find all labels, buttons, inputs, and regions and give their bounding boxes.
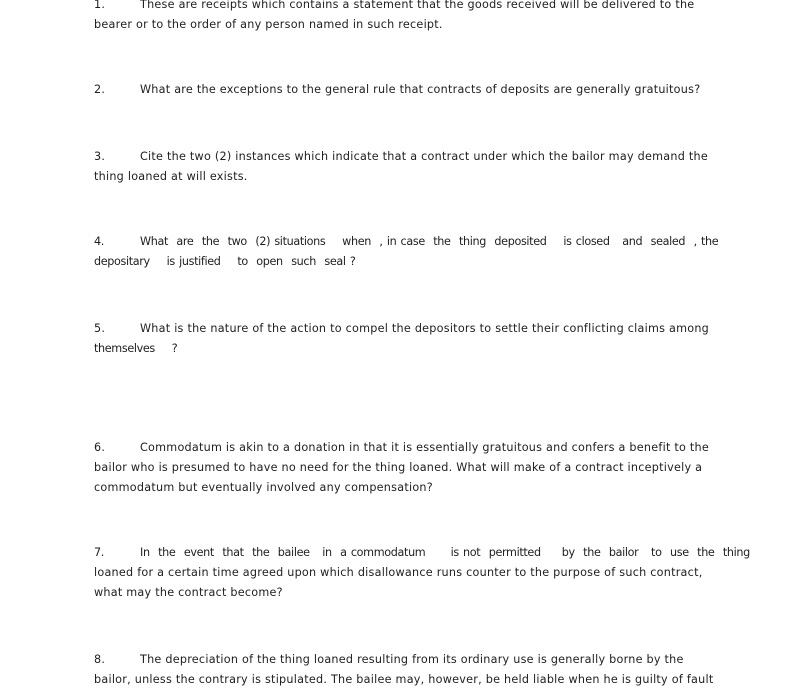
question-1 [94,0,714,35]
question-text-line: bailor, unless the contrary is stipulated. The bailee may, however, be held liable when he is guilty of fault [94,673,714,686]
question-2 [94,80,714,100]
question-text-line: depositary is justified to open such seal ? [94,255,356,268]
question-number: 2. [94,83,106,96]
question-text-line: commodatum but eventually involved any compensation? [94,481,433,494]
question-number: 1. [94,0,106,11]
question-number: 5. [94,322,106,335]
question-text-line: In the event that the bailee in a commodatum is not permitted by the bailor to use the thing [140,546,750,559]
question-6 [94,438,714,498]
question-text-line: What are the exceptions to the general rule that contracts of deposits are generally gratuitous? [140,83,701,96]
question-text-line: The depreciation of the thing loaned resulting from its ordinary use is generally borne by the [140,653,684,666]
question-text-line: What is the nature of the action to compel the depositors to settle their conflicting claims among [140,322,710,335]
question-text-line: thing loaned at will exists. [94,170,248,183]
question-text-line: loaned for a certain time agreed upon which disallowance runs counter to the purpose of such contract, [94,566,703,579]
question-text-line: what may the contract become? [94,586,283,599]
question-text-line: bailor who is presumed to have no need for the thing loaned. What will make of a contract inceptively a [94,461,703,474]
question-8 [94,650,714,690]
question-number: 7. [94,546,104,559]
question-number: 6. [94,441,106,454]
question-4 [94,232,719,272]
question-text-line: bearer or to the order of any person named in such receipt. [94,18,443,31]
question-5 [94,319,714,359]
question-7 [94,543,750,603]
question-text-line: Commodatum is akin to a donation in that it is essentially gratuitous and confers a benefit to the [140,441,710,454]
question-text-line: themselves ? [94,342,178,355]
question-number: 8. [94,653,106,666]
question-text-line: Cite the two (2) instances which indicate that a contract under which the bailor may demand the [140,150,708,163]
question-number: 4. [94,235,104,248]
question-text-line: These are receipts which contains a statement that the goods received will be delivered to the [140,0,695,11]
question-number: 3. [94,150,106,163]
question-3 [94,147,714,187]
question-text-line: What are the two (2) situations when , in case the thing deposited is closed and sealed , the [140,235,719,248]
